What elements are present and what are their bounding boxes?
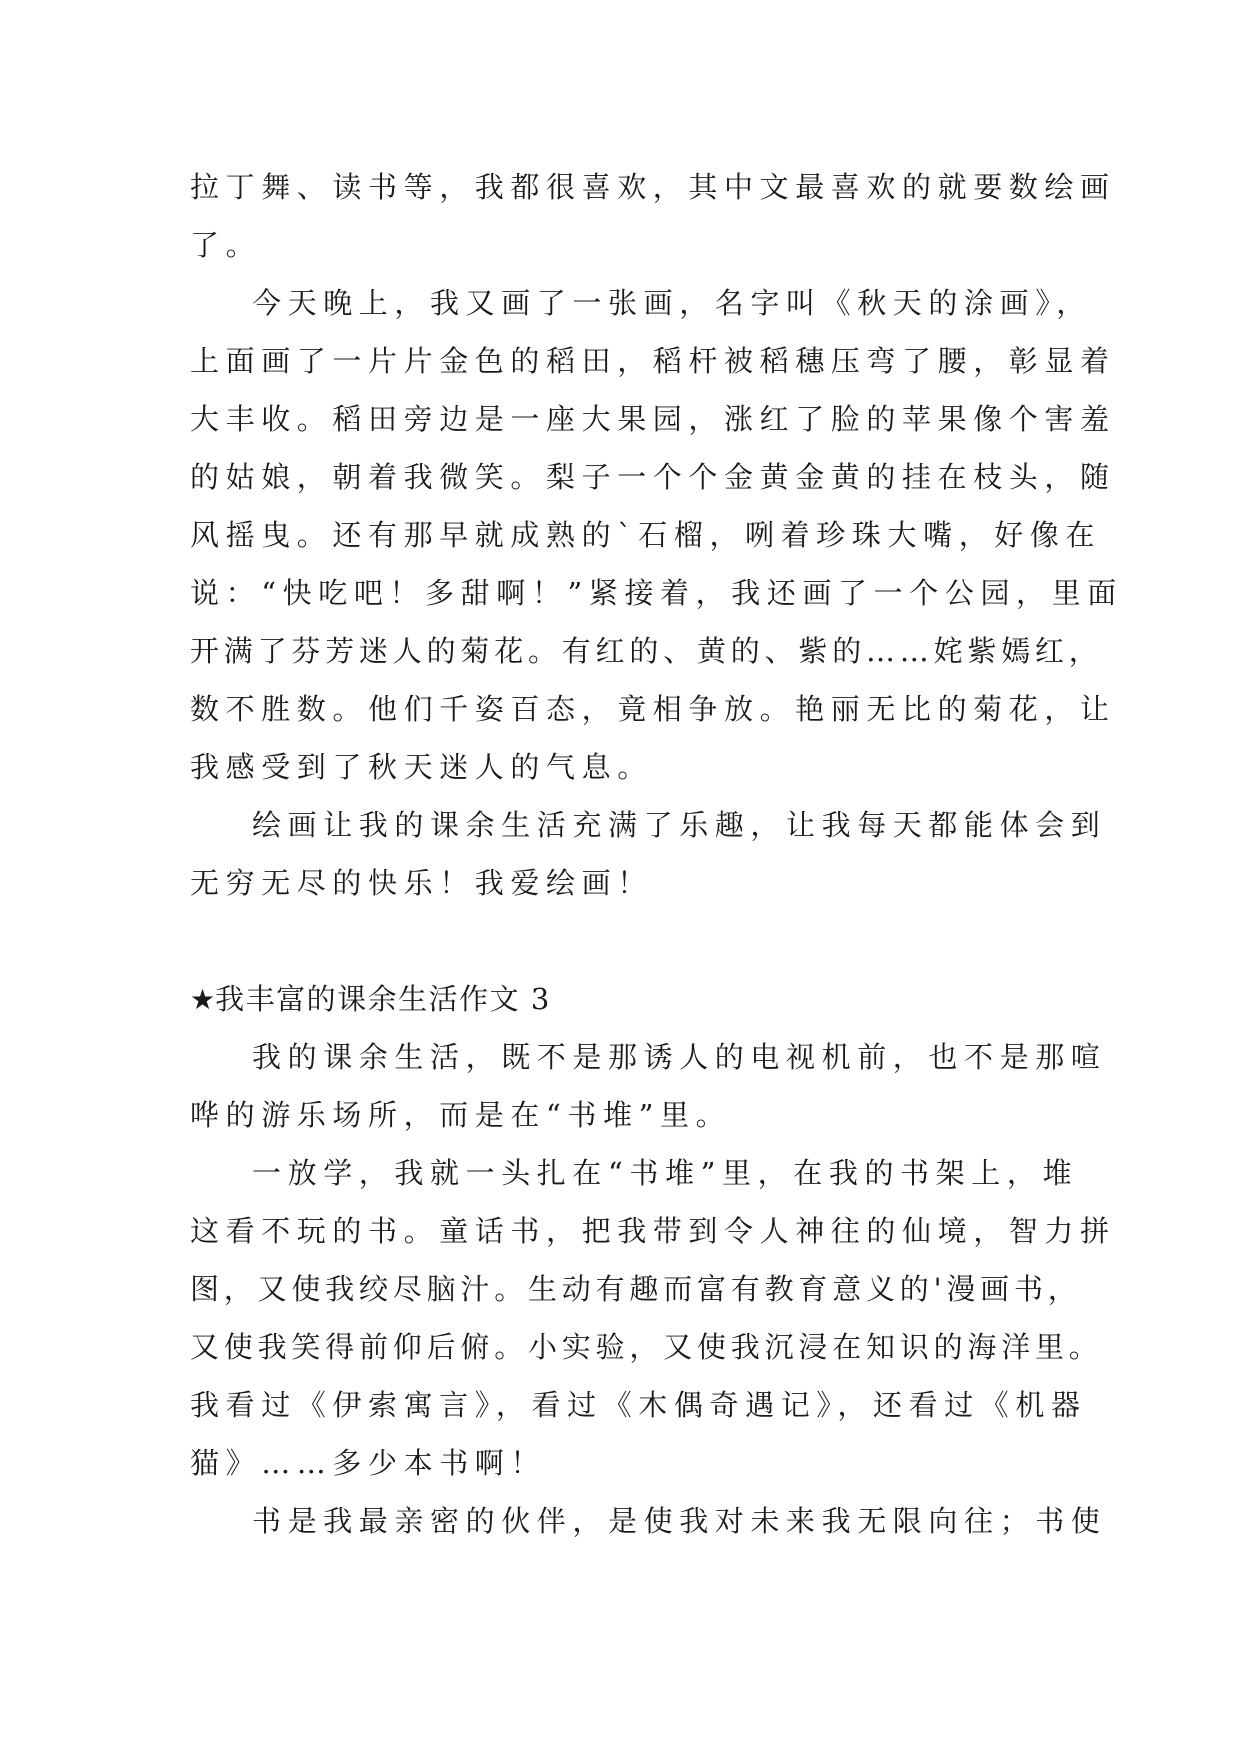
text-line: 今天晚上，我又画了一张画，名字叫《秋天的涂画》， (252, 286, 1092, 320)
section-title: 我丰富的课余生活作文 3 (215, 982, 551, 1016)
text-line: 猫》……多少本书啊！ (190, 1446, 547, 1480)
text-line: 又使我笑得前仰后俯。小实验，又使我沉浸在知识的海洋里。 (190, 1330, 1103, 1364)
text-line: 我看过《伊索寓言》，看过《木偶奇遇记》，还看过《机器 (190, 1388, 1087, 1422)
text-line: 绘画让我的课余生活充满了乐趣，让我每天都能体会到 (252, 808, 1107, 842)
paragraph (190, 274, 1123, 796)
text-line: 图，又使我绞尽脑汁。生动有趣而富有教育意义的'漫画书， (190, 1272, 1082, 1306)
text-line: 书是我最亲密的伙伴，是使我对未来我无限向往；书使 (252, 1504, 1107, 1538)
paragraph (190, 796, 1107, 912)
text-line: 上面画了一片片金色的稻田，稻杆被稻穗压弯了腰，彰显着 (190, 344, 1116, 378)
text-line: 一放学，我就一头扎在“书堆”里，在我的书架上，堆 (252, 1156, 1079, 1190)
text-line: 数不胜数。他们千姿百态，竟相争放。艳丽无比的菊花，让 (190, 692, 1116, 726)
text-line: 的姑娘，朝着我微笑。梨子一个个金黄金黄的挂在枝头，随 (190, 460, 1116, 494)
text-line: 我感受到了秋天迷人的气息。 (190, 750, 653, 784)
text-line: 风摇曳。还有那早就成熟的`石榴，咧着珍珠大嘴，好像在 (190, 518, 1102, 552)
text-line: 无穷无尽的快乐！我爱绘画！ (190, 866, 653, 900)
paragraph (190, 1492, 1107, 1550)
text-line: 大丰收。稻田旁边是一座大果园，涨红了脸的苹果像个害羞 (190, 402, 1116, 436)
text-line: 开满了芬芳迷人的菊花。有红的、黄的、紫的……姹紫嫣红， (190, 634, 1103, 668)
text-line: 这看不玩的书。童话书，把我带到令人神往的仙境，智力拼 (190, 1214, 1116, 1248)
paragraph (190, 1028, 1107, 1144)
text-line: 我的课余生活，既不是那诱人的电视机前，也不是那喧 (252, 1040, 1107, 1074)
section-heading (190, 970, 1050, 1028)
text-line: 拉丁舞、读书等，我都很喜欢，其中文最喜欢的就要数绘画 (190, 170, 1116, 204)
star-icon: ★ (190, 983, 216, 1016)
section-spacer (190, 912, 1050, 970)
text-line: 哗的游乐场所，而是在“书堆”里。 (190, 1098, 732, 1132)
text-line: 说：“快吃吧！多甜啊！”紧接着，我还画了一个公园，里面 (190, 576, 1123, 610)
paragraph (190, 158, 1116, 274)
paragraph (190, 1144, 1116, 1492)
text-line: 了。 (190, 228, 262, 262)
document-body (190, 158, 1123, 1550)
